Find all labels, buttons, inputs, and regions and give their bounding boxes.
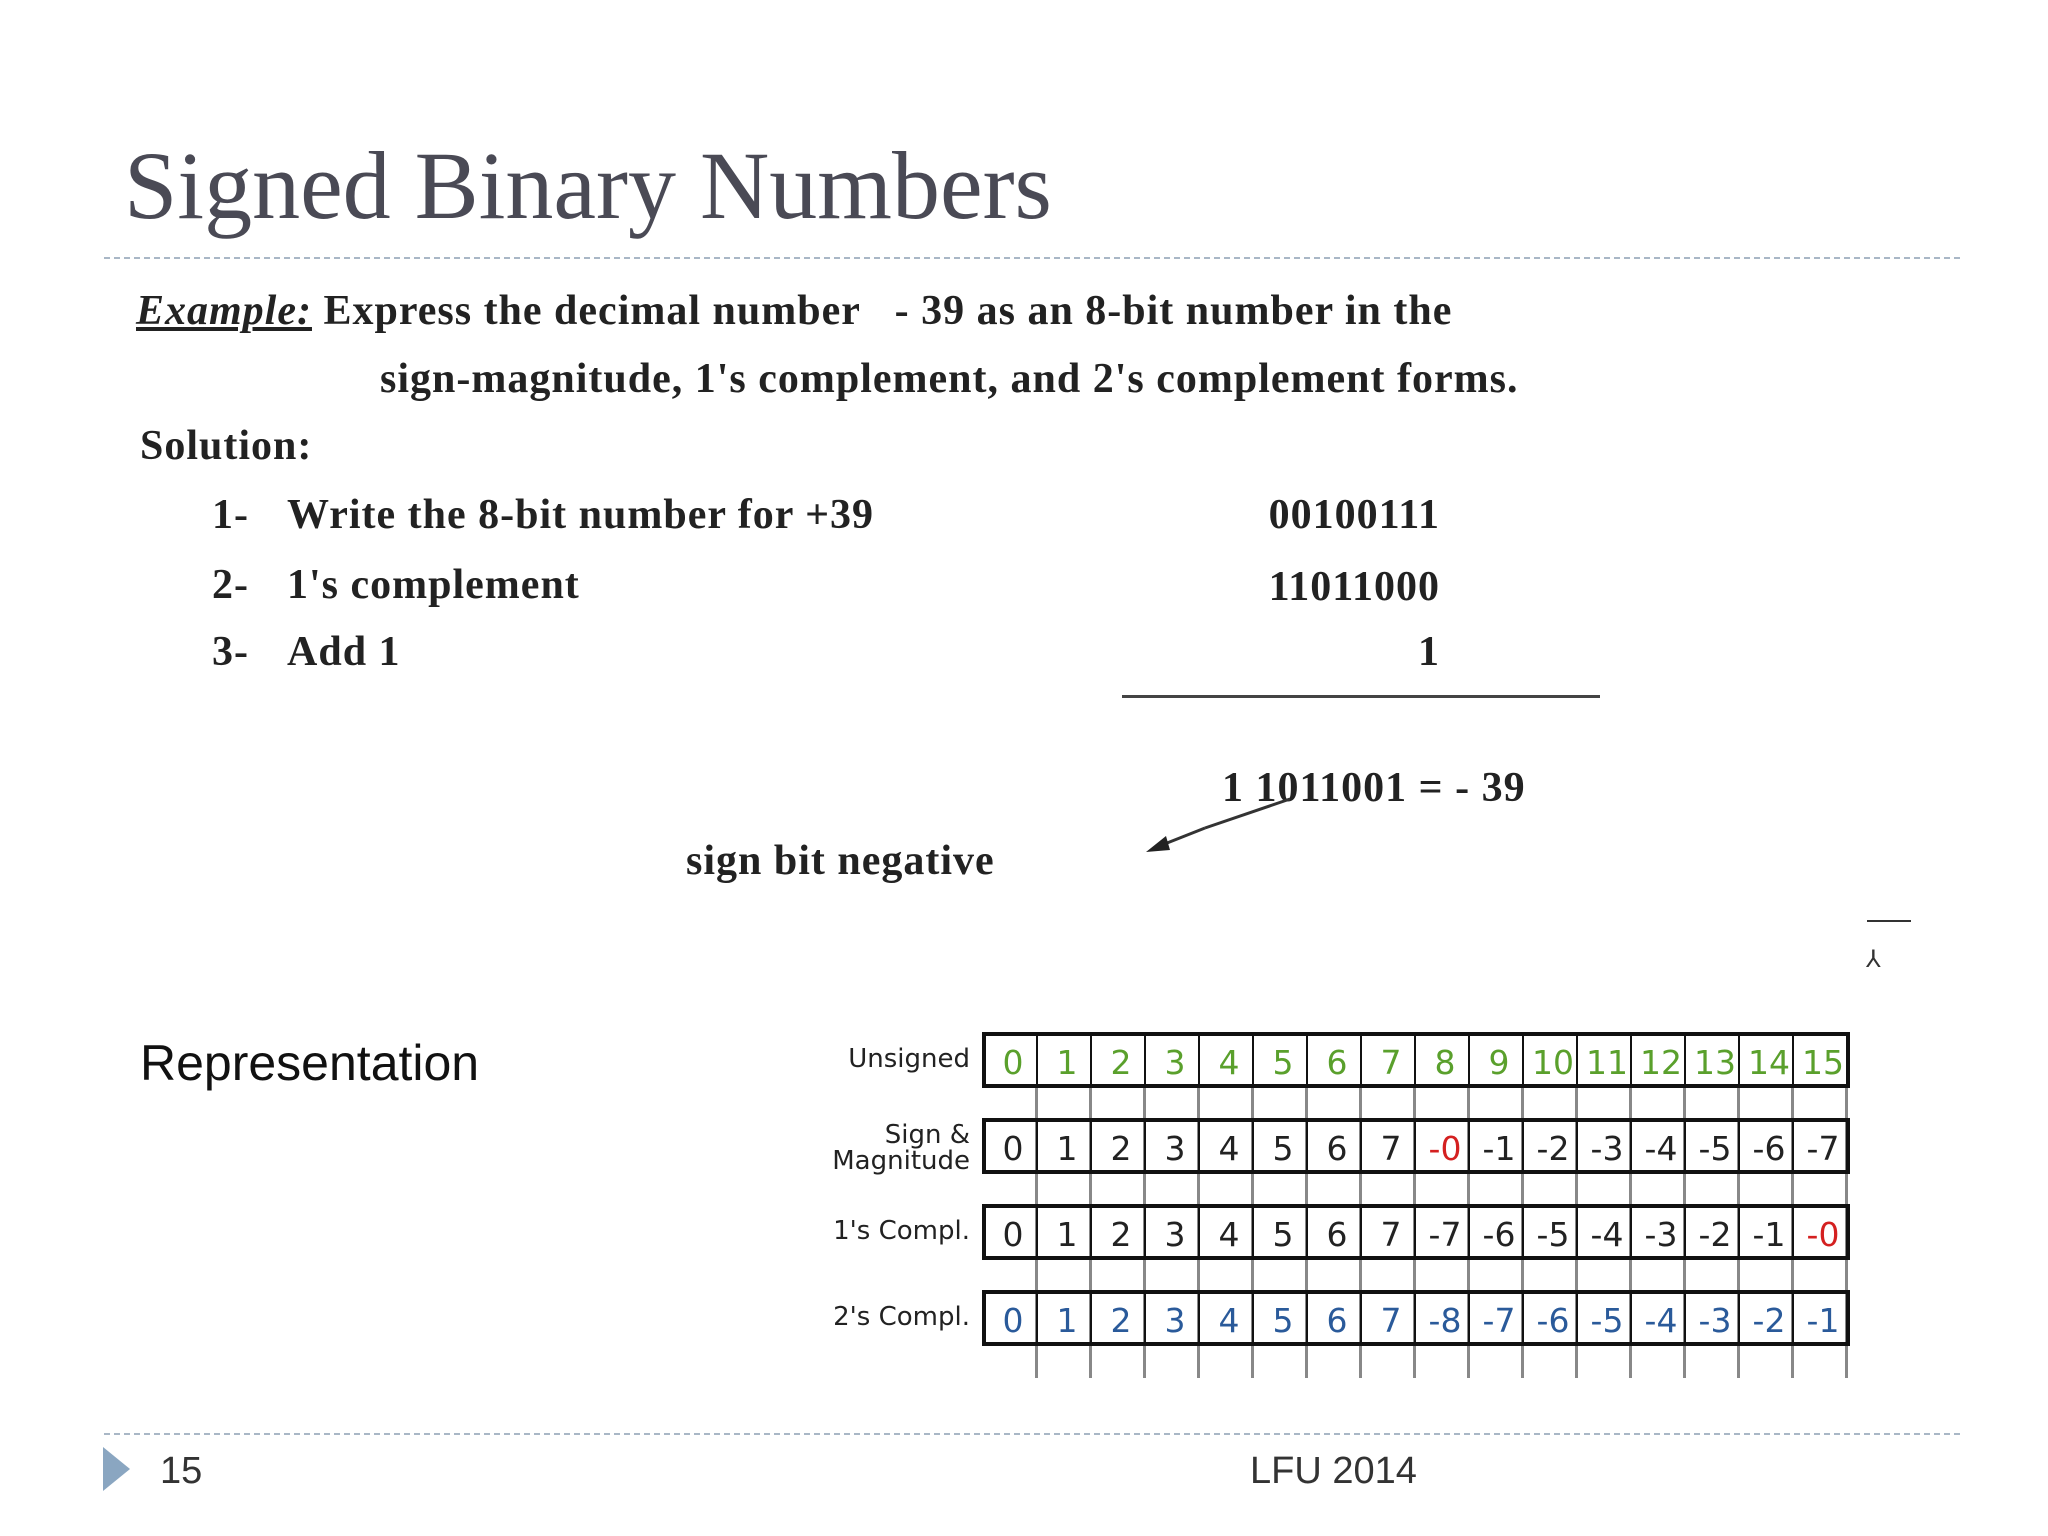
- table-cell: 1: [1056, 1128, 1078, 1168]
- table-cell: 7: [1380, 1128, 1402, 1168]
- step-2-number: 2-: [212, 562, 249, 608]
- table-cell: -0: [1428, 1128, 1462, 1168]
- footer-text: LFU 2014: [1250, 1450, 1417, 1492]
- table-cell: 7: [1380, 1300, 1402, 1340]
- table-cell: 2: [1110, 1214, 1132, 1254]
- table-cell: 8: [1434, 1042, 1456, 1082]
- table-cell: 3: [1164, 1042, 1186, 1082]
- solution-label: Solution:: [140, 423, 313, 469]
- table-cell: 5: [1272, 1042, 1294, 1082]
- table-cell: -3: [1644, 1214, 1678, 1254]
- footer-arrow-icon: [103, 1447, 130, 1491]
- table-cell: 4: [1218, 1042, 1240, 1082]
- table-cell: -0: [1806, 1214, 1840, 1254]
- page-number: 15: [160, 1450, 203, 1492]
- table-cell: 5: [1272, 1300, 1294, 1340]
- step-3-value: 1: [1418, 629, 1440, 675]
- table-cell: -6: [1752, 1128, 1786, 1168]
- result-value: 1 1011001 = - 39: [1222, 765, 1526, 811]
- step-2-value: 11011000: [1268, 564, 1440, 610]
- table-cell: 2: [1110, 1128, 1132, 1168]
- table-cell: 6: [1326, 1042, 1348, 1082]
- table-cell: 2: [1110, 1042, 1132, 1082]
- table-cell: -1: [1752, 1214, 1786, 1254]
- table-cell: -1: [1806, 1300, 1840, 1340]
- table-cell: 0: [1002, 1128, 1024, 1168]
- table-cell: -5: [1590, 1300, 1624, 1340]
- table-cell: 1: [1056, 1214, 1078, 1254]
- table-row-label: Sign & Magnitude: [832, 1120, 970, 1176]
- table-cell: -1: [1482, 1128, 1516, 1168]
- table-cell: 11: [1586, 1042, 1628, 1082]
- table-cell: -4: [1644, 1300, 1678, 1340]
- table-cell: -4: [1590, 1214, 1624, 1254]
- example-label: Example:: [136, 288, 312, 334]
- table-cell: 6: [1326, 1214, 1348, 1254]
- table-cell: 4: [1218, 1300, 1240, 1340]
- table-cell: -7: [1428, 1214, 1462, 1254]
- table-cell: 15: [1802, 1042, 1844, 1082]
- table-cell: 3: [1164, 1128, 1186, 1168]
- table-cell: 4: [1218, 1214, 1240, 1254]
- table-cell: -2: [1698, 1214, 1732, 1254]
- table-cell: 0: [1002, 1042, 1024, 1082]
- table-cell: -6: [1482, 1214, 1516, 1254]
- table-cell: 13: [1694, 1042, 1736, 1082]
- table-cell: -5: [1698, 1128, 1732, 1168]
- table-cell: 3: [1164, 1214, 1186, 1254]
- table-cell: 3: [1164, 1300, 1186, 1340]
- table-cell: -7: [1806, 1128, 1840, 1168]
- table-cell: -6: [1536, 1300, 1570, 1340]
- table-cell: 4: [1218, 1128, 1240, 1168]
- step-1-number: 1-: [212, 492, 249, 538]
- table-cell: 7: [1380, 1042, 1402, 1082]
- table-cell: 0: [1002, 1300, 1024, 1340]
- table-cell: 6: [1326, 1128, 1348, 1168]
- step-1-value: 00100111: [1268, 492, 1440, 538]
- step-3-number: 3-: [212, 629, 249, 675]
- step-1-text: Write the 8-bit number for +39: [287, 492, 875, 538]
- table-cell: -3: [1590, 1128, 1624, 1168]
- footer-divider: [104, 1433, 1960, 1435]
- table-cell: 1: [1056, 1300, 1078, 1340]
- slide-title: Signed Binary Numbers: [124, 132, 1052, 239]
- table-cell: 5: [1272, 1128, 1294, 1168]
- artifact-glyph: ⅄: [1866, 946, 1881, 973]
- table-cell: -7: [1482, 1300, 1516, 1340]
- table-cell: 2: [1110, 1300, 1132, 1340]
- example-question-2: sign-magnitude, 1's complement, and 2's complement forms.: [380, 356, 1519, 402]
- table-row-label: Unsigned: [848, 1044, 970, 1074]
- table-cell: -5: [1536, 1214, 1570, 1254]
- table-row-label: 1's Compl.: [833, 1216, 970, 1246]
- step-2-text: 1's complement: [287, 562, 580, 608]
- table-cell: -3: [1698, 1300, 1732, 1340]
- table-cell: 10: [1532, 1042, 1574, 1082]
- table-cell: 14: [1748, 1042, 1790, 1082]
- table-cell: 12: [1640, 1042, 1682, 1082]
- table-cell: 6: [1326, 1300, 1348, 1340]
- table-cell: -2: [1752, 1300, 1786, 1340]
- representation-label: Representation: [140, 1035, 480, 1091]
- table-cell: 7: [1380, 1214, 1402, 1254]
- example-question-1: Express the decimal number - 39 as an 8-bit number in the: [323, 288, 1453, 334]
- table-cell: 5: [1272, 1214, 1294, 1254]
- table-cell: 9: [1488, 1042, 1510, 1082]
- table-row-label: 2's Compl.: [833, 1302, 970, 1332]
- table-cell: 0: [1002, 1214, 1024, 1254]
- step-3-text: Add 1: [287, 629, 401, 675]
- table-cell: -2: [1536, 1128, 1570, 1168]
- sign-bit-note: sign bit negative: [686, 838, 995, 884]
- table-cell: -8: [1428, 1300, 1462, 1340]
- table-cell: -4: [1644, 1128, 1678, 1168]
- table-cell: 1: [1056, 1042, 1078, 1082]
